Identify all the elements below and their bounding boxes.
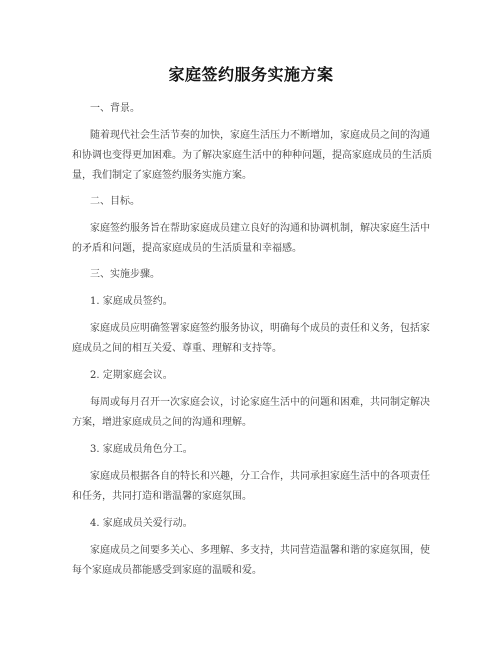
paragraph-line: 量，我们制定了家庭签约服务实施方案。: [72, 170, 252, 181]
paragraph-line: 家庭成员应明确签署家庭签约服务协议，明确每个成员的责任和义务，包括家: [90, 323, 430, 334]
section-heading-goal: 二、目标。: [90, 196, 140, 207]
section-heading-steps: 三、实施步骤。: [90, 269, 160, 280]
step-heading-3: 3. 家庭成员角色分工。: [90, 444, 193, 455]
section-heading-background: 一、背景。: [90, 103, 140, 114]
document-title: 家庭签约服务实施方案: [168, 65, 334, 84]
step-heading-4: 4. 家庭成员关爱行动。: [90, 518, 193, 529]
paragraph-line: 家庭签约服务旨在帮助家庭成员建立良好的沟通和协调机制，解决家庭生活中: [90, 223, 430, 234]
paragraph-line: 和协调也变得更加困难。为了解决家庭生活中的种种问题，提高家庭成员的生活质: [72, 150, 432, 161]
paragraph-line: 方案，增进家庭成员之间的沟通和理解。: [72, 417, 252, 428]
paragraph-line: 的矛盾和问题，提高家庭成员的生活质量和幸福感。: [72, 243, 302, 254]
paragraph-line: 每周或每月召开一次家庭会议，讨论家庭生活中的问题和困难，共同制定解决: [90, 397, 430, 408]
paragraph-line: 家庭成员根据各自的特长和兴趣，分工合作，共同承担家庭生活中的各项责任: [90, 471, 430, 482]
paragraph-line: 庭成员之间的相互关爱、尊重、理解和支持等。: [72, 343, 282, 354]
paragraph-line: 和任务，共同打造和谐温馨的家庭氛围。: [72, 491, 252, 502]
paragraph-line: 每个家庭成员都能感受到家庭的温暖和爱。: [72, 565, 262, 576]
step-heading-1: 1. 家庭成员签约。: [90, 296, 173, 307]
paragraph-line: 家庭成员之间要多关心、多理解、多支持，共同营造温馨和谐的家庭氛围，使: [90, 545, 430, 556]
step-heading-2: 2. 定期家庭会议。: [90, 370, 173, 381]
paragraph-line: 随着现代社会生活节奏的加快，家庭生活压力不断增加，家庭成员之间的沟通: [90, 130, 430, 141]
